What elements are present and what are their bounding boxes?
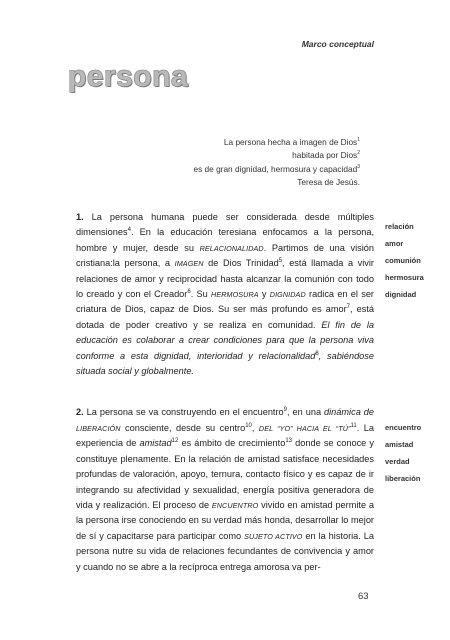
margin-keyword: verdad (385, 457, 410, 466)
margin-keyword: liberación (385, 474, 421, 483)
footnote-ref: 9 (283, 407, 288, 414)
body-text: , en una (287, 407, 325, 418)
footnote-ref: 12 (171, 438, 179, 445)
main-text-column (76, 210, 374, 575)
body-text: . Partimos de una visión cristiana:la persona, a (76, 242, 374, 269)
paragraph-2 (76, 405, 374, 574)
footnote-ref: 3 (357, 164, 360, 171)
keyword-liberacion: LIBERACIÓN (76, 423, 121, 433)
section-header: Marco conceptual (301, 39, 374, 49)
footnote-ref: 10 (245, 422, 252, 429)
footnote-ref: 13 (285, 438, 293, 445)
footnote-ref: 7 (346, 304, 350, 311)
epigraph-text: La persona hecha a imagen de Dios (223, 137, 358, 147)
margin-keyword: relación (385, 222, 414, 231)
body-text: donde se conoce y constituye plenamente. En la relación de amistad satisface necesidades profundas de valoración, apoyo, ternura, contacto físico y es capaz de ir integrando su afectividad y sexualidad, energía positiva generadora de vida y realización. El proceso de (76, 438, 375, 510)
epigraph-text: es de gran dignidad, hermosura y capacidad (193, 163, 358, 174)
footnote-ref: 1 (357, 137, 360, 144)
keyword-encuentro: ENCUENTRO (211, 500, 259, 510)
footnote-ref: 4 (127, 227, 131, 234)
emphasis-text: , sabiéndose situada social y globalmente. (76, 350, 374, 377)
body-text: es ámbito de crecimiento (178, 438, 286, 449)
paragraph-number: 2. (76, 407, 84, 418)
keyword-del-yo-hacia-el-tu: DEL “YO” HACIA EL “TÚ” (258, 423, 351, 433)
body-text: consciente, desde su centro (120, 422, 246, 433)
keyword-relacionalidad: RELACIONALIDAD (199, 243, 264, 253)
margin-keyword: comunión (385, 256, 421, 265)
emphasis-text: amistad (139, 438, 172, 449)
body-text: . La experiencia de (76, 422, 374, 449)
body-text: y (258, 289, 270, 300)
epigraph-text: habitada por Dios (292, 150, 358, 161)
margin-keywords-1 (385, 218, 445, 303)
epigraph-line-2 (130, 149, 360, 162)
epigraph-author: Teresa de Jesús. (297, 177, 360, 188)
body-text: , está dotada de poder creativo y se realiza en comunidad. (76, 304, 374, 330)
margin-keyword: encuentro (385, 423, 422, 432)
footnote-ref: 6 (187, 288, 191, 295)
paragraph-1 (76, 210, 374, 379)
footnote-ref: 2 (357, 150, 360, 157)
margin-keywords-2 (385, 419, 445, 487)
keyword-dignidad: DIGNIDAD (269, 290, 306, 300)
margin-keyword: dignidad (385, 290, 417, 299)
keyword-sujeto-activo: SUJETO ACTIVO (244, 531, 303, 541)
body-text: radica en el ser criatura de Dios, capaz de Dios. Su ser más profundo es amor (76, 289, 374, 315)
paragraph-number: 1. (76, 212, 84, 222)
emphasis-text: dinámica de (324, 407, 374, 418)
margin-keyword: hermosura (385, 273, 424, 282)
footnote-ref: 8 (315, 350, 319, 357)
body-text: de Dios Trinidad (203, 258, 279, 269)
margin-keyword: amistad (385, 440, 414, 449)
footnote-ref: 11 (350, 422, 357, 429)
body-text: vivido en amistad permite a la persona irse conociendo en su verdad más honda, desarrollar lo mejor de sí y capacitarse para participar como (76, 499, 374, 541)
body-text: La persona humana puede ser considerada desde múltiples dimensiones (76, 212, 374, 238)
body-text: La persona se va construyendo en el encuentro (83, 407, 284, 418)
footnote-ref: 5 (278, 258, 283, 265)
page-number: 63 (358, 591, 369, 602)
epigraph (130, 136, 360, 190)
emphasis-text: El fin de la educación es colaborar a crear condiciones para que la persona viva conforme a esta dignidad, interioridad y relacionalidad (76, 319, 374, 361)
epigraph-line-3 (130, 163, 360, 176)
page-title: persona (68, 60, 189, 93)
keyword-imagen: IMAGEN (174, 259, 204, 269)
keyword-hermosura: HERMOSURA (211, 290, 259, 300)
body-text: . Su (190, 289, 212, 300)
body-text: , (251, 422, 259, 433)
body-text: en la historia. La persona nutre su vida de relaciones fecundantes de convivencia y amor y cuando no se abre a la recíproca entrega amorosa va per- (76, 530, 374, 572)
epigraph-line-1 (130, 136, 360, 149)
body-text: , está llamada a vivir relaciones de amor y reciprocidad hasta alcanzar la comunión con todo lo creado y con el Creador (76, 258, 374, 300)
margin-keyword: amor (385, 239, 404, 248)
body-text: . En la educación teresiana enfocamos a la persona, hombre y mujer, desde su (76, 227, 374, 253)
